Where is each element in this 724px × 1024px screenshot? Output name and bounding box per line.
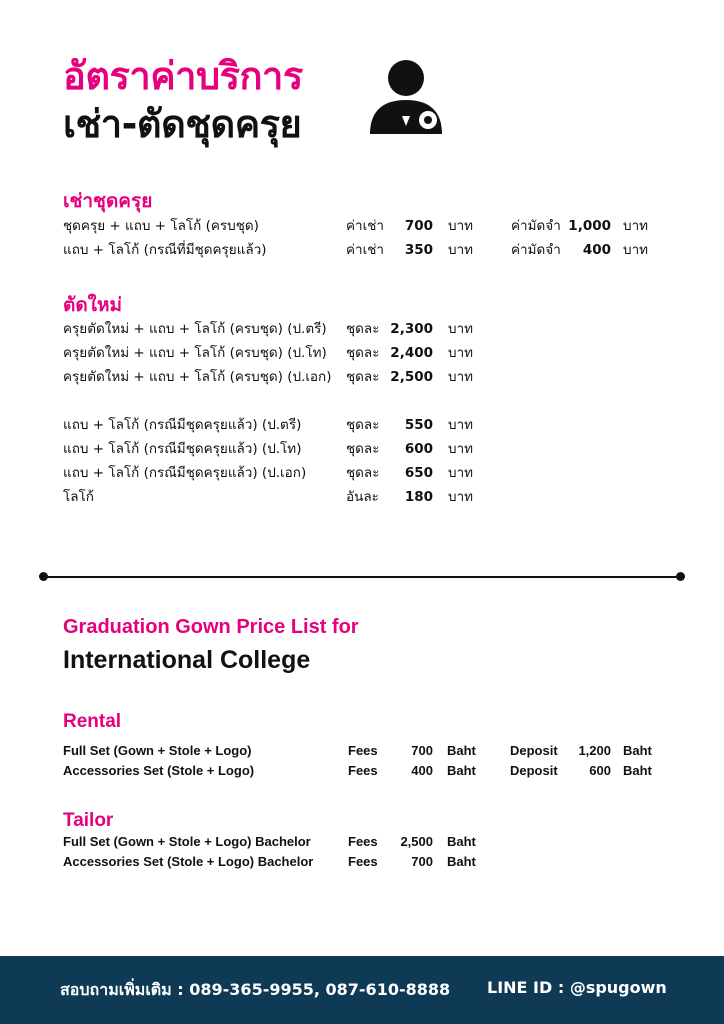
item-desc: แถบ + โลโก้ (กรณีมีชุดครุยแล้ว) (ป.เอก) [63, 465, 307, 481]
item-desc: โลโก้ [63, 489, 94, 505]
tailor-th-row [63, 485, 683, 509]
fee-amount: 2,400 [390, 345, 433, 361]
deposit-label: ค่ามัดจำ [511, 218, 561, 234]
item-desc: แถบ + โลโก้ (กรณีมีชุดครุยแล้ว) (ป.โท) [63, 441, 302, 457]
fee-label: ชุดละ [346, 345, 380, 361]
fee-unit: บาท [448, 489, 474, 505]
item-desc: Full Set (Gown + Stole + Logo) Bachelor [63, 834, 311, 849]
line-id: LINE ID : @spugown [487, 978, 667, 997]
deposit-unit: บาท [623, 242, 649, 258]
item-desc: แถบ + โลโก้ (กรณีมีชุดครุยแล้ว) (ป.ตรี) [63, 417, 302, 433]
fee-label: Fees [348, 743, 378, 758]
intl-rental-row [63, 741, 683, 761]
fee-unit: Baht [447, 834, 476, 849]
item-desc: Accessories Set (Stole + Logo) [63, 763, 255, 778]
rental-th-heading: เช่าชุดครุย [63, 190, 153, 212]
fee-unit: บาท [448, 345, 474, 361]
fee-amount: 700 [411, 743, 433, 758]
fee-amount: 180 [404, 489, 433, 505]
deposit-label: Deposit [510, 743, 558, 758]
fee-label: ชุดละ [346, 417, 380, 433]
tailor-th-row [63, 365, 683, 389]
intl-rental-heading: Rental [63, 711, 122, 732]
fee-amount: 700 [404, 218, 433, 234]
deposit-amount: 1,200 [578, 743, 611, 758]
page-title [63, 52, 303, 148]
tailor-th-row [63, 437, 683, 461]
deposit-unit: Baht [623, 763, 652, 778]
fee-unit: บาท [448, 218, 474, 234]
deposit-amount: 1,000 [568, 218, 611, 234]
fee-label: Fees [348, 854, 378, 869]
contact-phone: สอบถามเพิ่มเติม : 089-365-9955, 087-610-8888 [60, 980, 451, 999]
intl-tailor-heading: Tailor [63, 810, 114, 831]
tailor-th-row [63, 341, 683, 365]
intl-tailor-row [63, 832, 683, 852]
fee-unit: บาท [448, 465, 474, 481]
title-line-1: อัตราค่าบริการ [63, 54, 303, 98]
tailor-th-row [63, 413, 683, 437]
fee-amount: 600 [404, 441, 433, 457]
item-desc: ครุยตัดใหม่ + แถบ + โลโก้ (ครบชุด) (ป.โท) [63, 345, 327, 361]
fee-label: ชุดละ [346, 369, 380, 385]
fee-unit: Baht [447, 763, 476, 778]
fee-amount: 650 [404, 465, 433, 481]
intl-tailor-row [63, 852, 683, 872]
fee-amount: 700 [411, 854, 433, 869]
fee-amount: 550 [404, 417, 433, 433]
title-line-2: เช่า-ตัดชุดครุย [63, 102, 302, 146]
fee-label: Fees [348, 763, 378, 778]
divider-dot-left [39, 572, 48, 581]
fee-unit: Baht [447, 854, 476, 869]
intl-title-line-1: Graduation Gown Price List for [63, 616, 359, 638]
item-desc: ครุยตัดใหม่ + แถบ + โลโก้ (ครบชุด) (ป.ตรี) [63, 321, 327, 337]
section-divider [44, 576, 680, 578]
fee-unit: Baht [447, 743, 476, 758]
fee-label: อันละ [346, 489, 379, 505]
tailor-th-heading: ตัดใหม่ [63, 294, 123, 316]
deposit-unit: Baht [623, 743, 652, 758]
fee-unit: บาท [448, 369, 474, 385]
tailor-th-row [63, 461, 683, 485]
deposit-label: ค่ามัดจำ [511, 242, 561, 258]
fee-unit: บาท [448, 417, 474, 433]
fee-amount: 2,500 [400, 834, 433, 849]
rental-th-row [63, 214, 683, 238]
fee-label: Fees [348, 834, 378, 849]
deposit-amount: 600 [589, 763, 611, 778]
fee-amount: 350 [404, 242, 433, 258]
item-desc: ครุยตัดใหม่ + แถบ + โลโก้ (ครบชุด) (ป.เอก) [63, 369, 332, 385]
item-desc: Accessories Set (Stole + Logo) Bachelor [63, 854, 314, 869]
divider-dot-right [676, 572, 685, 581]
tailor-th-row [63, 317, 683, 341]
intl-title-line-2: International College [63, 646, 311, 674]
fee-label: ชุดละ [346, 321, 380, 337]
fee-label: ชุดละ [346, 465, 380, 481]
fee-unit: บาท [448, 321, 474, 337]
fee-amount: 400 [411, 763, 433, 778]
fee-amount: 2,300 [390, 321, 433, 337]
intl-rental-row [63, 761, 683, 781]
deposit-label: Deposit [510, 763, 558, 778]
rental-th-row [63, 238, 683, 262]
deposit-unit: บาท [623, 218, 649, 234]
fee-label: ค่าเช่า [346, 218, 384, 234]
fee-label: ค่าเช่า [346, 242, 384, 258]
footer-bar [0, 956, 724, 1024]
deposit-amount: 400 [582, 242, 611, 258]
fee-unit: บาท [448, 242, 474, 258]
fee-amount: 2,500 [390, 369, 433, 385]
item-desc: Full Set (Gown + Stole + Logo) [63, 743, 252, 758]
item-desc: แถบ + โลโก้ (กรณีที่มีชุดครุยแล้ว) [63, 242, 267, 258]
graduate-person-icon [366, 58, 446, 138]
item-desc: ชุดครุย + แถบ + โลโก้ (ครบชุด) [63, 218, 259, 234]
fee-unit: บาท [448, 441, 474, 457]
fee-label: ชุดละ [346, 441, 380, 457]
